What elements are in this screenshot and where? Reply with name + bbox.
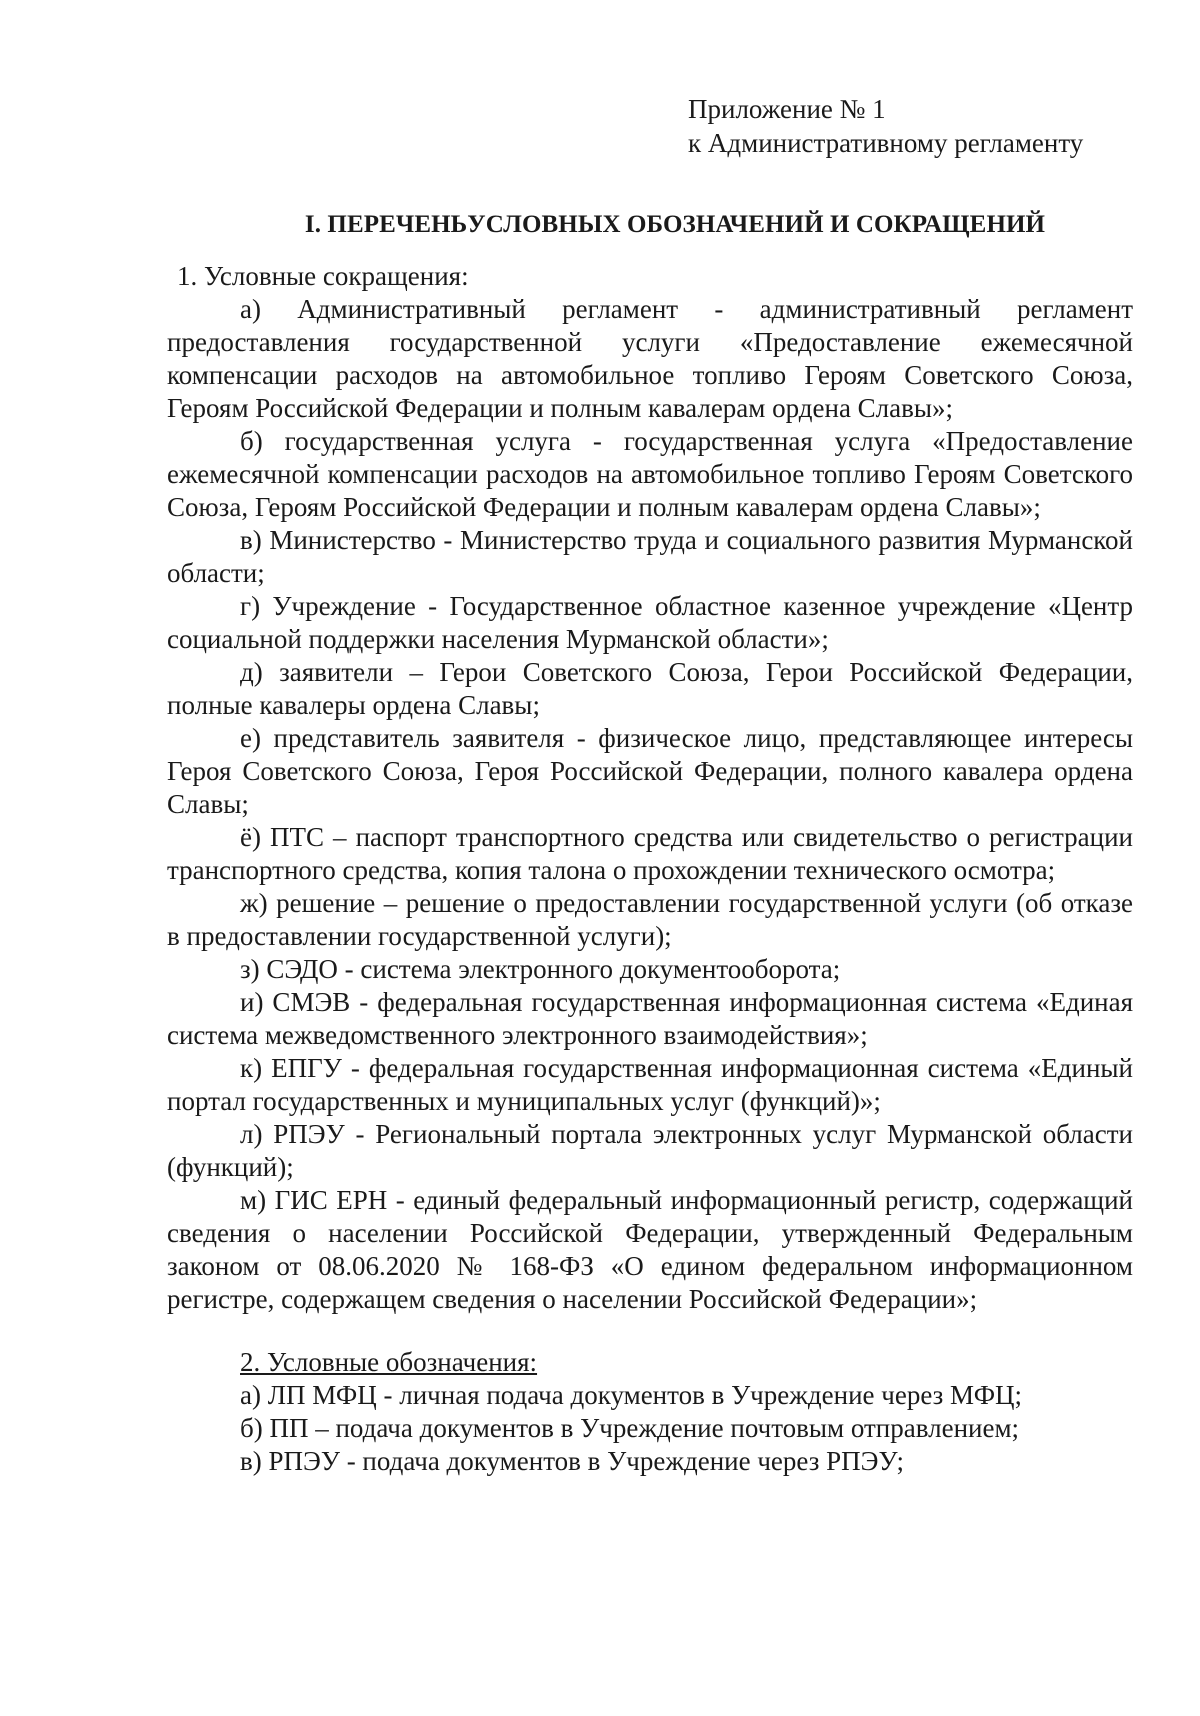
abbreviation-item: г) Учреждение - Государственное областное казенное учреждение «Центр социальной поддержки населения Мурманской области»; xyxy=(167,591,1133,654)
section2-heading: 2. Условные обозначения: xyxy=(240,1347,538,1377)
annex-number: Приложение № 1 xyxy=(688,94,886,124)
abbreviation-item: в) Министерство - Министерство труда и социального развития Мурманской области; xyxy=(167,525,1133,588)
annex-reference xyxy=(688,92,1083,160)
section1-heading: 1. Условные сокращения: xyxy=(177,261,469,291)
section2 xyxy=(167,1346,1133,1478)
abbreviation-item: з) СЭДО - система электронного документооборота; xyxy=(240,954,841,984)
abbreviation-item: м) ГИС ЕРН - единый федеральный информационный регистр, содержащий сведения о населении Российской Федерации, утвержденный Федеральным законом от 08.06.2020 № 168-ФЗ «О едином федеральном информационном регистре, содержащем сведения о населении Российской Федерации»; xyxy=(167,1185,1133,1314)
designation-item: в) РПЭУ - подача документов в Учреждение через РПЭУ; xyxy=(240,1446,905,1476)
abbreviation-item: л) РПЭУ - Региональный портала электронных услуг Мурманской области (функций); xyxy=(167,1119,1133,1182)
abbreviation-item: к) ЕПГУ - федеральная государственная информационная система «Единый портал государственных и муниципальных услуг (функций)»; xyxy=(167,1053,1133,1116)
designation-item: б) ПП – подача документов в Учреждение почтовым отправлением; xyxy=(240,1413,1020,1443)
abbreviation-item: е) представитель заявителя - физическое лицо, представляющее интересы Героя Советского Союза, Героя Российской Федерации, полного кавалера ордена Славы; xyxy=(167,723,1133,819)
abbreviation-item: б) государственная услуга - государственная услуга «Предоставление ежемесячной компенсации расходов на автомобильное топливо Героям Советского Союза, Героям Российской Федерации и полным кавалерам ордена Славы»; xyxy=(167,426,1133,522)
abbreviation-item: а) Административный регламент - административный регламент предоставления государственной услуги «Предоставление ежемесячной компенсации расходов на автомобильное топливо Героям Советского Союза, Героям Российской Федерации и полным кавалерам ордена Славы»; xyxy=(167,294,1133,423)
abbreviation-item: ж) решение – решение о предоставлении государственной услуги (об отказе в предоставлении государственной услуги); xyxy=(167,888,1133,951)
abbreviation-item: ё) ПТС – паспорт транспортного средства или свидетельство о регистрации транспортного средства, копия талона о прохождении технического осмотра; xyxy=(167,822,1133,885)
abbreviation-item: и) СМЭВ - федеральная государственная информационная система «Единая система межведомственного электронного взаимодействия»; xyxy=(167,987,1133,1050)
abbreviation-item: д) заявители – Герои Советского Союза, Герои Российской Федерации, полные кавалеры ордена Славы; xyxy=(167,657,1133,720)
designation-item: а) ЛП МФЦ - личная подача документов в Учреждение через МФЦ; xyxy=(240,1380,1023,1410)
document-title: I. ПЕРЕЧЕНЬУСЛОВНЫХ ОБОЗНАЧЕНИЙ И СОКРАЩЕНИЙ xyxy=(304,211,1046,238)
annex-subtitle: к Административному регламенту xyxy=(688,128,1084,158)
document-body xyxy=(167,260,1133,1478)
